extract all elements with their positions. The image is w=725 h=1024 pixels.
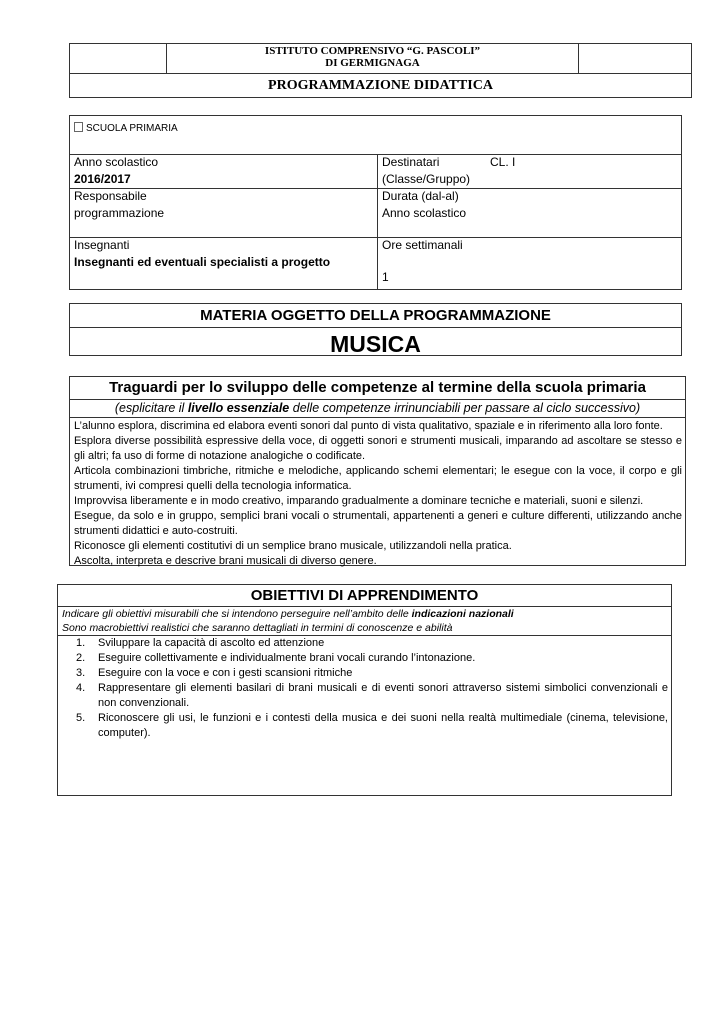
header-divider [578, 44, 579, 73]
materia-title: MATERIA OGGETTO DELLA PROGRAMMAZIONE [200, 307, 551, 324]
obiettivi-title: OBIETTIVI DI APPRENDIMENTO [250, 587, 479, 604]
ore-label: Ore settimanali [382, 238, 463, 252]
item-number: 5. [76, 712, 86, 724]
anno-cell [74, 154, 158, 188]
obiettivo-item [76, 666, 668, 681]
insegnanti-cell [74, 237, 330, 271]
anno-label: Anno scolastico [74, 155, 159, 169]
destinatari-label: Destinatari [382, 155, 440, 169]
traguardo-item: Ascolta, interpreta e descrive brani musicali di diverso genere. [74, 555, 377, 567]
traguardi-box [69, 376, 686, 566]
traguardo-item: Articola combinazioni timbriche, ritmiche e melodiche, applicando schemi elementari; le esegue con la voce, il corpo e gli strumenti, ivi compresi quelli della tecnologia informatica. [74, 465, 682, 492]
item-text: Riconoscere gli usi, le funzioni e i contesti della musica e dei suoni nella realtà multimediale (cinema, televisione, computer). [98, 712, 668, 739]
ore-value: 1 [382, 270, 389, 284]
column-divider [377, 155, 378, 290]
traguardo-item: Improvvisa liberamente e in modo creativo, imparando gradualmente a dominare tecniche e materiali, suoni e silenzi. [74, 495, 644, 507]
institute-line2: DI GERMIGNAGA [325, 57, 420, 69]
destinatari-value: CL. I [490, 155, 516, 169]
destinatari-cell [382, 154, 678, 188]
obiettivi-sub1 [62, 607, 514, 621]
traguardi-title: Traguardi per lo sviluppo delle competenze al termine della scuola primaria [109, 379, 646, 396]
classe-gruppo-label: (Classe/Gruppo) [382, 172, 471, 186]
insegnanti-value: Insegnanti ed eventuali specialisti a progetto [74, 255, 331, 269]
responsabile-line1: Responsabile [74, 189, 147, 203]
obiettivo-item [76, 681, 668, 711]
materia-box [69, 303, 682, 356]
traguardi-list [74, 419, 682, 569]
checkbox-icon[interactable] [74, 122, 83, 132]
subtitle-pre: (esplicitare il [114, 401, 188, 415]
institute-line1: ISTITUTO COMPRENSIVO “G. PASCOLI” [264, 45, 481, 57]
info-table [69, 115, 682, 290]
traguardi-subtitle [70, 400, 685, 417]
obiettivo-item [76, 636, 668, 651]
subject-name: MUSICA [330, 331, 421, 357]
obiettivi-box [57, 584, 672, 796]
obiettivi-sub2: Sono macrobiettivi realistici che saranno dettagliati in termini di conoscenze e abilità [62, 622, 453, 634]
sub1-bold: indicazioni nazionali [411, 608, 514, 620]
sub1-pre: Indicare gli obiettivi misurabili che si intendono perseguire nell’ambito delle [62, 608, 412, 620]
obiettivo-item [76, 651, 668, 666]
traguardo-item: Esplora diverse possibilità espressive della voce, di oggetti sonori e strumenti musicali, imparando ad ascoltare se stesso e gli altri; fa uso di forme di notazione analogiche o codificate. [74, 435, 682, 462]
item-number: 2. [76, 652, 86, 664]
traguardo-item: L’alunno esplora, discrimina ed elabora eventi sonori dal punto di vista qualitativo, spaziale e in riferimento alla loro fonte. [74, 420, 663, 432]
durata-label: Durata (dal-al) [382, 189, 459, 203]
traguardo-item: Esegue, da solo e in gruppo, semplici brani vocali o strumentali, appartenenti a generi e culture differenti, utilizzando anche strumenti didattici e auto-costruiti. [74, 510, 682, 537]
school-type [74, 122, 178, 136]
header-divider [70, 73, 691, 74]
item-text: Eseguire con la voce e con i gesti scansioni ritmiche [98, 667, 353, 679]
school-header [69, 43, 692, 98]
obiettivi-list [76, 636, 668, 741]
traguardi-divider [70, 417, 685, 418]
traguardo-item: Riconosce gli elementi costitutivi di un semplice brano musicale, utilizzandoli nella pratica. [74, 540, 512, 552]
school-type-label: SCUOLA PRIMARIA [86, 123, 178, 134]
durata-cell [382, 188, 466, 222]
item-number: 4. [76, 682, 86, 694]
item-text: Sviluppare la capacità di ascolto ed attenzione [98, 637, 325, 649]
responsabile-line2: programmazione [74, 206, 165, 220]
obiettivo-item [76, 711, 668, 741]
insegnanti-label: Insegnanti [74, 238, 130, 252]
program-title: PROGRAMMAZIONE DIDATTICA [268, 78, 493, 93]
durata-value: Anno scolastico [382, 206, 467, 220]
subtitle-post: delle competenze irrinunciabili per passare al ciclo successivo) [289, 401, 641, 415]
item-number: 1. [76, 637, 86, 649]
item-number: 3. [76, 667, 86, 679]
subtitle-bold: livello essenziale [187, 401, 290, 415]
materia-divider [70, 327, 681, 328]
responsabile-cell [74, 188, 164, 222]
item-text: Eseguire collettivamente e individualmente brani vocali curando l’intonazione. [98, 652, 476, 664]
ore-cell [382, 237, 463, 286]
item-text: Rappresentare gli elementi basilari di brani musicali e di eventi sonori attraverso sistemi simbolici convenzionali e non convenzionali. [98, 682, 668, 709]
institute-name [167, 45, 578, 69]
anno-value: 2016/2017 [74, 172, 131, 186]
